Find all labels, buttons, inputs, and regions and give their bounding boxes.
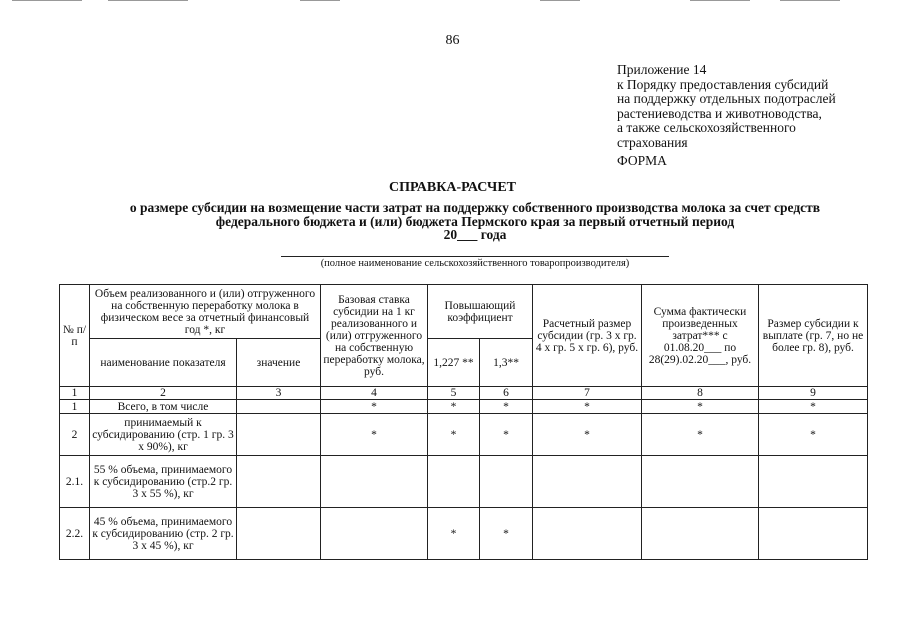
col-number: 1 [60, 387, 90, 400]
document-title: СПРАВКА-РАСЧЕТ [388, 180, 517, 195]
row-value-cell[interactable] [237, 400, 321, 414]
subtitle-line-2: федерального бюджета и (или) бюджета Пермского края за первый отчетный период [215, 213, 735, 229]
row-cell [759, 508, 868, 560]
header-value: значение [237, 339, 321, 387]
appendix-line: страхования [617, 134, 688, 150]
row-name: 45 % объема, принимаемого к субсидированию (стр. 2 гр. 3 х 45 %), кг [90, 508, 237, 560]
header-actual-costs: Сумма фактически произведенных затрат*** с 01.08.20___ по 28(29).02.20___, руб. [642, 285, 759, 387]
table-row [60, 508, 868, 560]
row-cell: * [428, 400, 480, 414]
row-name: 55 % объема, принимаемого к субсидированию (стр.2 гр. 3 х 55 %), кг [90, 456, 237, 508]
row-cell [642, 508, 759, 560]
row-cell: * [533, 400, 642, 414]
subsidy-table [59, 284, 868, 560]
appendix-line: а также сельскохозяйственного [617, 120, 796, 135]
header-indicator-name: наименование показателя [90, 339, 237, 387]
subtitle-line-1: о размере субсидии на возмещение части затрат на поддержку собственного производства молока за счет средств [129, 200, 821, 215]
row-name: Всего, в том числе [90, 400, 237, 414]
row-cell: * [642, 400, 759, 414]
row-cell: * [759, 400, 868, 414]
producer-name-line[interactable] [281, 256, 669, 257]
row-cell: * [533, 414, 642, 456]
row-cell [321, 508, 428, 560]
header-calculated: Расчетный размер субсидии (гр. 3 х гр. 4 х гр. 5 х гр. 6), руб. [533, 285, 642, 387]
top-border-4 [540, 0, 580, 1]
row-cell: * [642, 414, 759, 456]
subtitle-line-3: 20___ года [443, 227, 507, 242]
row-cell: * [759, 414, 868, 456]
col-number: 2 [90, 387, 237, 400]
table-row [60, 414, 868, 456]
row-cell: * [480, 508, 533, 560]
table-row [60, 400, 868, 414]
form-label: ФОРМА [617, 153, 667, 168]
row-num: 1 [60, 400, 90, 414]
row-cell [533, 508, 642, 560]
page-number: 86 [445, 33, 460, 48]
top-border-3 [300, 0, 340, 1]
appendix-line: к Порядку предоставления субсидий [617, 76, 829, 92]
appendix-line: растениеводства и животноводства, [617, 105, 822, 121]
row-cell [428, 456, 480, 508]
row-num: 2.1. [60, 456, 90, 508]
row-cell: * [321, 414, 428, 456]
appendix-line: Приложение 14 [617, 62, 707, 77]
top-border-2 [108, 0, 188, 1]
header-num: № п/п [60, 285, 90, 387]
top-border-5 [690, 0, 750, 1]
row-cell [533, 456, 642, 508]
row-cell [759, 456, 868, 508]
header-base-rate: Базовая ставка субсидии на 1 кг реализованного и (или) отгруженного на собственную переработку молока, руб. [321, 285, 428, 387]
col-number: 6 [480, 387, 533, 400]
table-row [60, 456, 868, 508]
row-value-cell[interactable] [237, 414, 321, 456]
appendix-line: на поддержку отдельных подотраслей [617, 91, 836, 106]
row-cell [321, 456, 428, 508]
document-subtitle [60, 201, 890, 242]
producer-name-caption: (полное наименование сельскохозяйственного товаропроизводителя) [320, 258, 630, 269]
col-number: 5 [428, 387, 480, 400]
appendix-block [617, 63, 897, 150]
header-volume: Объем реализованного и (или) отгруженного на собственную переработку молока в физическом весе за отчетный финансовый год *, кг [90, 285, 321, 339]
row-value-cell[interactable] [237, 456, 321, 508]
row-cell: * [428, 508, 480, 560]
col-number: 8 [642, 387, 759, 400]
header-coefficient: Повышающий коэффициент [428, 285, 533, 339]
top-border-6 [780, 0, 840, 1]
col-number: 7 [533, 387, 642, 400]
row-cell: * [321, 400, 428, 414]
row-name: принимаемый к субсидированию (стр. 1 гр. 3 х 90%), кг [90, 414, 237, 456]
header-coef-1: 1,227 ** [428, 339, 480, 387]
row-cell: * [480, 400, 533, 414]
row-num: 2 [60, 414, 90, 456]
row-num: 2.2. [60, 508, 90, 560]
row-value-cell[interactable] [237, 508, 321, 560]
row-cell: * [428, 414, 480, 456]
row-cell [642, 456, 759, 508]
header-coef-2: 1,3** [480, 339, 533, 387]
top-border-1 [12, 0, 82, 1]
header-payout: Размер субсидии к выплате (гр. 7, но не более гр. 8), руб. [759, 285, 868, 387]
row-cell: * [480, 414, 533, 456]
col-number: 3 [237, 387, 321, 400]
row-cell [480, 456, 533, 508]
col-number: 4 [321, 387, 428, 400]
col-number: 9 [759, 387, 868, 400]
